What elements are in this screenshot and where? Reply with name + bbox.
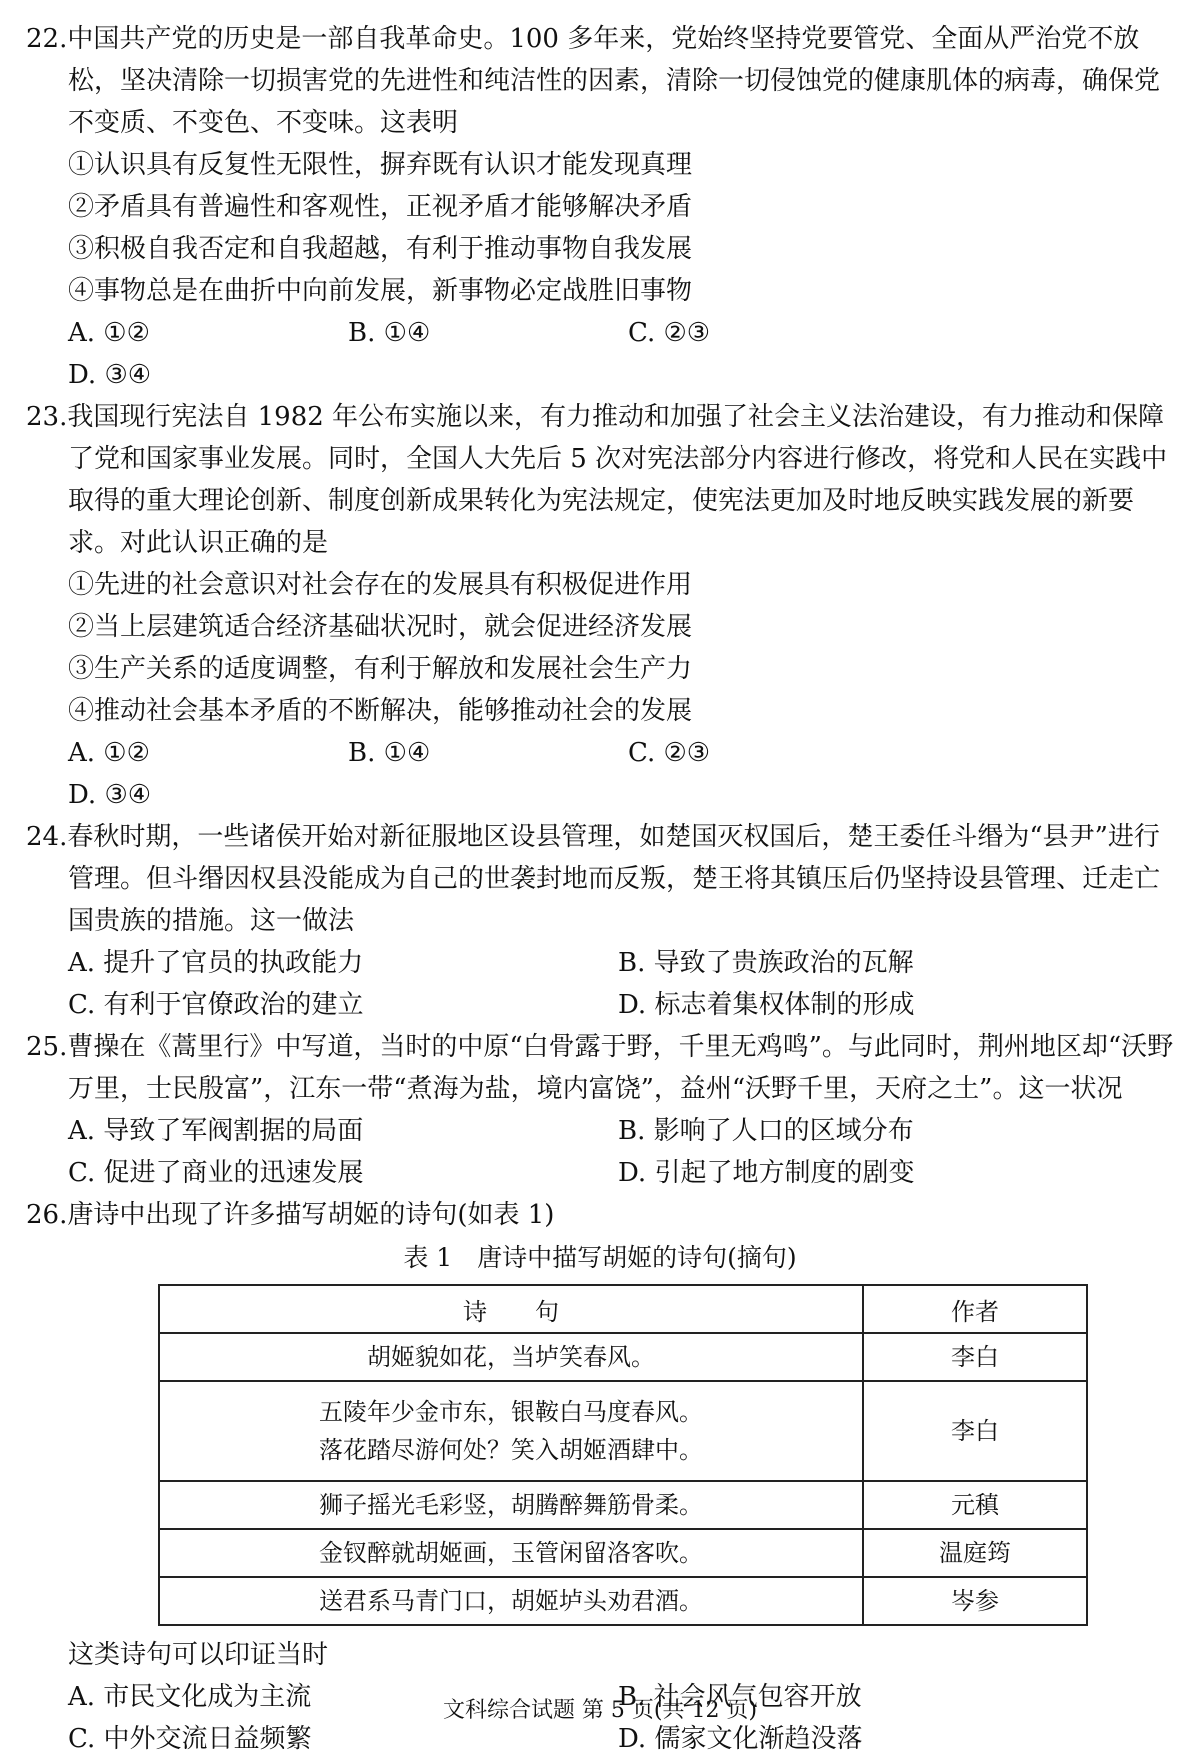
poem-line: 五陵年少金市东，银鞍白马度春风。 bbox=[319, 1398, 703, 1426]
choice-c[interactable]: C. ②③ bbox=[628, 738, 711, 768]
table-title: 表 1 唐诗中描写胡姬的诗句(摘句) bbox=[403, 1243, 797, 1272]
statement-4: ④推动社会基本矛盾的不断解决，能够推动社会的发展 bbox=[68, 696, 693, 726]
question-22 bbox=[26, 18, 1174, 396]
table-row bbox=[159, 1577, 1087, 1625]
choice-d[interactable]: D. 儒家文化渐趋没落 bbox=[618, 1724, 863, 1754]
question-stem: 26.唐诗中出现了许多描写胡姬的诗句(如表 1) bbox=[26, 1200, 555, 1230]
choice-d[interactable]: D. ③④ bbox=[68, 360, 152, 390]
choice-c[interactable]: C. ②③ bbox=[628, 318, 711, 348]
choice-a[interactable]: A. ①② bbox=[68, 738, 150, 768]
question-24 bbox=[26, 816, 1174, 1026]
choice-a[interactable]: A. 市民文化成为主流 bbox=[68, 1682, 312, 1712]
statement-1: ①先进的社会意识对社会存在的发展具有积极促进作用 bbox=[68, 570, 693, 600]
poem-line: 金钗醉就胡姬画，玉管闲留洛客吹。 bbox=[319, 1539, 703, 1567]
statement-2: ②当上层建筑适合经济基础状况时，就会促进经济发展 bbox=[68, 612, 693, 642]
table-row bbox=[159, 1381, 1087, 1481]
choice-c[interactable]: C. 有利于官僚政治的建立 bbox=[68, 990, 364, 1020]
author-cell: 李白 bbox=[863, 1333, 1087, 1381]
statement-3: ③生产关系的适度调整，有利于解放和发展社会生产力 bbox=[68, 654, 693, 684]
statement-1: ①认识具有反复性无限性，摒弃既有认识才能发现真理 bbox=[68, 150, 693, 180]
page-footer: 文科综合试题 第 5 页(共 12 页) bbox=[442, 1698, 758, 1723]
choice-a[interactable]: A. 提升了官员的执政能力 bbox=[68, 948, 364, 978]
poem-cell bbox=[159, 1529, 863, 1577]
question-23 bbox=[26, 396, 1174, 816]
question-26 bbox=[26, 1194, 1174, 1760]
poem-line: 送君系马青门口，胡姬垆头劝君酒。 bbox=[319, 1587, 703, 1615]
table-header-row bbox=[159, 1285, 1087, 1333]
table-row bbox=[159, 1333, 1087, 1381]
question-25 bbox=[26, 1026, 1174, 1194]
poem-table bbox=[158, 1284, 1088, 1626]
table-row bbox=[159, 1481, 1087, 1529]
author-cell: 李白 bbox=[863, 1381, 1087, 1481]
choice-d[interactable]: D. ③④ bbox=[68, 780, 152, 810]
question-stem: 22.中国共产党的历史是一部自我革命史。100 多年来，党始终坚持党要管党、全面从严治党不放松，坚决清除一切损害党的先进性和纯洁性的因素，清除一切侵蚀党的健康肌体的病毒，确保党不变质、不变色、不变味。这表明 bbox=[26, 24, 1161, 138]
choice-d[interactable]: D. 引起了地方制度的剧变 bbox=[618, 1158, 915, 1188]
poem-line: 狮子摇光毛彩竖，胡腾醉舞筋骨柔。 bbox=[319, 1491, 703, 1519]
statement-2: ②矛盾具有普遍性和客观性，正视矛盾才能够解决矛盾 bbox=[68, 192, 693, 222]
poem-cell bbox=[159, 1577, 863, 1625]
choice-d[interactable]: D. 标志着集权体制的形成 bbox=[618, 990, 915, 1020]
statement-3: ③积极自我否定和自我超越，有利于推动事物自我发展 bbox=[68, 234, 693, 264]
choice-b[interactable]: B. 社会风气包容开放 bbox=[618, 1682, 862, 1712]
header-poem: 诗 句 bbox=[159, 1285, 863, 1333]
question-stem: 24.春秋时期，一些诸侯开始对新征服地区设县管理，如楚国灭权国后，楚王委任斗缗为“县尹”进行管理。但斗缗因权县没能成为自己的世袭封地而反叛，楚王将其镇压后仍坚持设县管理、迁走亡国贵族的措施。这一做法 bbox=[26, 822, 1161, 936]
answer-choices bbox=[26, 942, 1174, 1026]
author-cell: 元稹 bbox=[863, 1481, 1087, 1529]
header-author: 作者 bbox=[863, 1285, 1087, 1333]
answer-choices bbox=[26, 312, 1174, 396]
choice-b[interactable]: B. ①④ bbox=[348, 738, 431, 768]
choice-c[interactable]: C. 促进了商业的迅速发展 bbox=[68, 1158, 364, 1188]
choice-b[interactable]: B. 影响了人口的区域分布 bbox=[618, 1116, 914, 1146]
question-followup: 这类诗句可以印证当时 bbox=[68, 1640, 329, 1670]
author-cell: 岑参 bbox=[863, 1577, 1087, 1625]
answer-choices bbox=[26, 1110, 1174, 1194]
poem-line: 胡姬貌如花，当垆笑春风。 bbox=[367, 1343, 655, 1371]
choice-c[interactable]: C. 中外交流日益频繁 bbox=[68, 1724, 312, 1754]
answer-choices bbox=[26, 732, 1174, 816]
poem-line: 落花踏尽游何处？笑入胡姬酒肆中。 bbox=[319, 1436, 703, 1464]
author-cell: 温庭筠 bbox=[863, 1529, 1087, 1577]
choice-a[interactable]: A. 导致了军阀割据的局面 bbox=[68, 1116, 364, 1146]
table-row bbox=[159, 1529, 1087, 1577]
poem-cell bbox=[159, 1333, 863, 1381]
statement-4: ④事物总是在曲折中向前发展，新事物必定战胜旧事物 bbox=[68, 276, 693, 306]
poem-cell bbox=[159, 1481, 863, 1529]
question-stem: 25.曹操在《蒿里行》中写道，当时的中原“白骨露于野，千里无鸡鸣”。与此同时，荆州地区却“沃野万里，士民殷富”，江东一带“煮海为盐，境内富饶”，益州“沃野千里，天府之土”。这一状况 bbox=[26, 1032, 1174, 1104]
choice-b[interactable]: B. 导致了贵族政治的瓦解 bbox=[618, 948, 914, 978]
choice-b[interactable]: B. ①④ bbox=[348, 318, 431, 348]
choice-a[interactable]: A. ①② bbox=[68, 318, 150, 348]
question-stem: 23.我国现行宪法自 1982 年公布实施以来，有力推动和加强了社会主义法治建设，有力推动和保障了党和国家事业发展。同时，全国人大先后 5 次对宪法部分内容进行修改，将党和人民在实践中取得的重大理论创新、制度创新成果转化为宪法规定，使宪法更加及时地反映实践发展的新要求。对此认识正确的是 bbox=[26, 402, 1168, 558]
poem-cell bbox=[159, 1381, 863, 1481]
